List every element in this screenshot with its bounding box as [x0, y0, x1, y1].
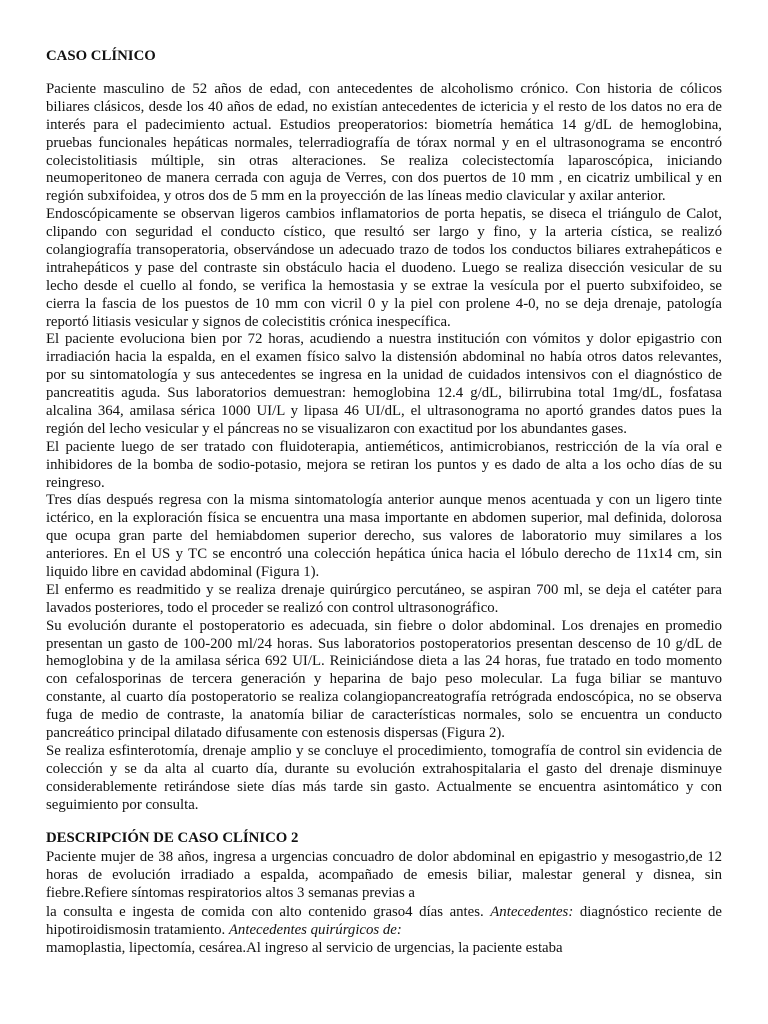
case-body — [46, 848, 722, 957]
text-line: alcalina 364, amilasa sérica 1000 UI/L y lipasa 46 UI/dL, el ultrasonograma no aportó grandes datos pues la — [46, 403, 722, 420]
text-line: pancreático principal dilatado difusamente con estenosis dispersas (Figura 2). — [46, 725, 505, 742]
text-line: colangiografía transoperatoria, observándose un adecuado trazo de todos los conductos biliares extrahepáticos e — [46, 242, 722, 258]
paragraph — [46, 206, 722, 331]
text-segment: la consulta e ingesta de comida con alto contenido graso4 días antes. — [46, 903, 491, 920]
text-line: El enfermo es readmitido y se realiza drenaje quirúrgico percutáneo, se aspiran 700 ml, se deja el catéter para — [46, 581, 722, 598]
text-line: inhibidores de la bomba de sodio-potasio, mejora se retiran los puntos y es dado de alta a los ocho días de su — [46, 456, 722, 473]
text-line: colección y se da alta al cuarto día, durante su evolución extrahospitalaria el gasto del drenaje disminuye — [46, 760, 722, 777]
text-line: horas de evolución irradiado a espalda, acompañado de emesis biliar, malestar general y disnea, sin — [46, 867, 722, 884]
text-line: Tres días después regresa con la misma sintomatología anterior aunque menos acentuada y con un ligero tinte — [46, 492, 722, 509]
text-line: cierra la fascia de los puestos de 10 mm con vicril 0 y la piel con prolene 4-0, no se deja drenaje, patología — [46, 295, 722, 312]
text-line: por su sintomatología y sus antecedentes se ingresa en la unidad de cuidados intensivos con el diagnóstico de — [46, 367, 722, 384]
text-line: fuga de medio de contraste, la anatomía biliar de características normales, solo se encuentra un conducto — [46, 707, 722, 724]
paragraph — [46, 903, 722, 939]
text-line: interés para el padecimiento actual. Estudios preoperatorios: biometría hemática 14 g/dL de hemoglobina, — [46, 116, 722, 133]
text-line: que ocupa gran parte del hemiabdomen superior derecho, sus valores de laboratorio muy similares a los — [46, 528, 722, 545]
text-line: Paciente masculino de 52 años de edad, con antecedentes de alcoholismo crónico. Con historia de cólicos — [46, 80, 722, 97]
text-line: reingreso. — [46, 474, 105, 491]
text-line: clipando con seguridad el conducto cístico, que resultó ser largo y fino, y la arteria cística, se realizó — [46, 224, 722, 241]
clinical-case-1 — [46, 48, 722, 815]
paragraph — [46, 81, 722, 206]
text-line: fiebre.Refiere síntomas respiratorios altos 3 semanas previas a — [46, 885, 415, 902]
text-line: con cefalosporinas de tercera generación y heparina de bajo peso molecular. La fuga biliar se mantuvo — [46, 671, 722, 688]
text-line: región del lecho vesicular y el páncreas no se visualizaron con exactitud por los abundantes gases. — [46, 420, 627, 437]
text-line: El paciente evoluciona bien por 72 horas, acudiendo a nuestra institución con vómitos y dolor epigastrio con — [46, 331, 722, 348]
text-line: región subxifoidea, y otros dos de 5 mm en la proyección de las líneas medio clavicular y axilar anterior. — [46, 188, 666, 205]
text-line: mamoplastia, lipectomía, cesárea.Al ingreso al servicio de urgencias, la paciente estaba — [46, 939, 563, 956]
emphasized-text: Antecedentes quirúrgicos de: — [228, 921, 402, 938]
paragraph — [46, 439, 722, 493]
paragraph — [46, 743, 722, 815]
text-line: constante, al cuarto día postoperatorio se realiza colangiopancreatografía retrógrada endoscópica, no se observa — [46, 689, 722, 706]
paragraph — [46, 331, 722, 438]
text-line: seguimiento por consulta. — [46, 796, 199, 813]
paragraph — [46, 582, 722, 618]
text-line: colecistolitiasis múltiple, sin otras alteraciones. Se realiza colecistectomía laparoscópica, iniciando — [46, 152, 722, 169]
text-line — [46, 921, 722, 939]
text-line — [46, 903, 722, 921]
text-line: El paciente luego de ser tratado con fluidoterapia, antieméticos, antimicrobianos, restricción de la vía oral e — [46, 438, 722, 455]
text-line: anteriores. En el US y TC se encontró una colección hepática única hacia el lóbulo derecho de 11x14 cm, sin — [46, 546, 722, 563]
case-title: CASO CLÍNICO — [46, 48, 156, 64]
text-line: lecho desde el cuello al fondo, se verifica la hemostasia y se extrae la vesícula por el puerto subxifoideo, se — [46, 277, 722, 294]
text-line: liquido libre en cavidad abdominal (Figura 1). — [46, 564, 320, 581]
text-line: neumoperitoneo de manera cerrada con aguja de Verres, con dos puertos de 10 mm , en cicatriz umbilical y en — [46, 170, 722, 187]
text-line: presentan un gasto de 100-200 ml/24 horas. Sus laboratorios postoperatorios presentan descenso de 10 g/dL de — [46, 635, 722, 652]
text-line: biliares clásicos, desde los 40 años de edad, no existían antecedentes de ictericia y el resto de los datos no era de — [46, 98, 722, 115]
text-line: ictérico, en la exploración física se encuentra una masa importante en abdomen superior, mal definida, dolorosa — [46, 510, 722, 527]
paragraph — [46, 848, 722, 903]
text-line: Endoscópicamente se observan ligeros cambios inflamatorios de porta hepatis, se diseca el triángulo de Calot, — [46, 206, 722, 223]
text-segment: hipotiroidismosin tratamiento. — [46, 921, 229, 938]
text-line: lavados posteriores, todo el proceder se realizó con control ultrasonográfico. — [46, 599, 499, 616]
case-body — [46, 81, 722, 815]
text-line: pruebas funcionales hepáticas normales, telerradiografía de tórax normal y en el ultrasonograma se encontró — [46, 134, 722, 151]
paragraph — [46, 939, 722, 957]
text-line: Se realiza esfinterotomía, drenaje amplio y se concluye el procedimiento, tomografía de control sin evidencia de — [46, 742, 722, 759]
text-line: Su evolución durante el postoperatorio es adecuada, sin fiebre o dolor abdominal. Los drenajes en promedio — [46, 617, 722, 634]
paragraph — [46, 492, 722, 581]
text-line: considerablemente retirándose siete días más tarde sin gasto. Actualmente se encuentra asintomático y con — [46, 778, 722, 795]
text-line: reportó litiasis vesicular y signos de colecistitis crónica inespecífica. — [46, 313, 451, 330]
case-title: DESCRIPCIÓN DE CASO CLÍNICO 2 — [46, 830, 299, 846]
text-line: pancreatitis aguda. Sus laboratorios demuestran: hemoglobina 12.4 g/dL, bilirrubina total 1mg/dL, fosfatasa — [46, 385, 722, 402]
paragraph — [46, 618, 722, 743]
text-segment: diagnóstico reciente de — [573, 903, 722, 920]
emphasized-text: Antecedentes: — [490, 903, 574, 920]
text-line: irradiación hacia la espalda, en el examen físico salvo la distensión abdominal no había otros datos relevantes, — [46, 349, 722, 366]
text-line: Paciente mujer de 38 años, ingresa a urgencias concuadro de dolor abdominal en epigastrio y mesogastrio,de 12 — [46, 848, 722, 865]
clinical-case-2 — [46, 829, 722, 957]
text-line: intrahepáticos y pase del contraste sin obstáculo hacia el duodeno. Luego se realiza disección vesicular de su — [46, 259, 722, 276]
text-line: hemoglobina y de la amilasa sérica 692 UI/L. Reiniciándose dieta a las 24 horas, fue tratado en todo momento — [46, 653, 722, 670]
